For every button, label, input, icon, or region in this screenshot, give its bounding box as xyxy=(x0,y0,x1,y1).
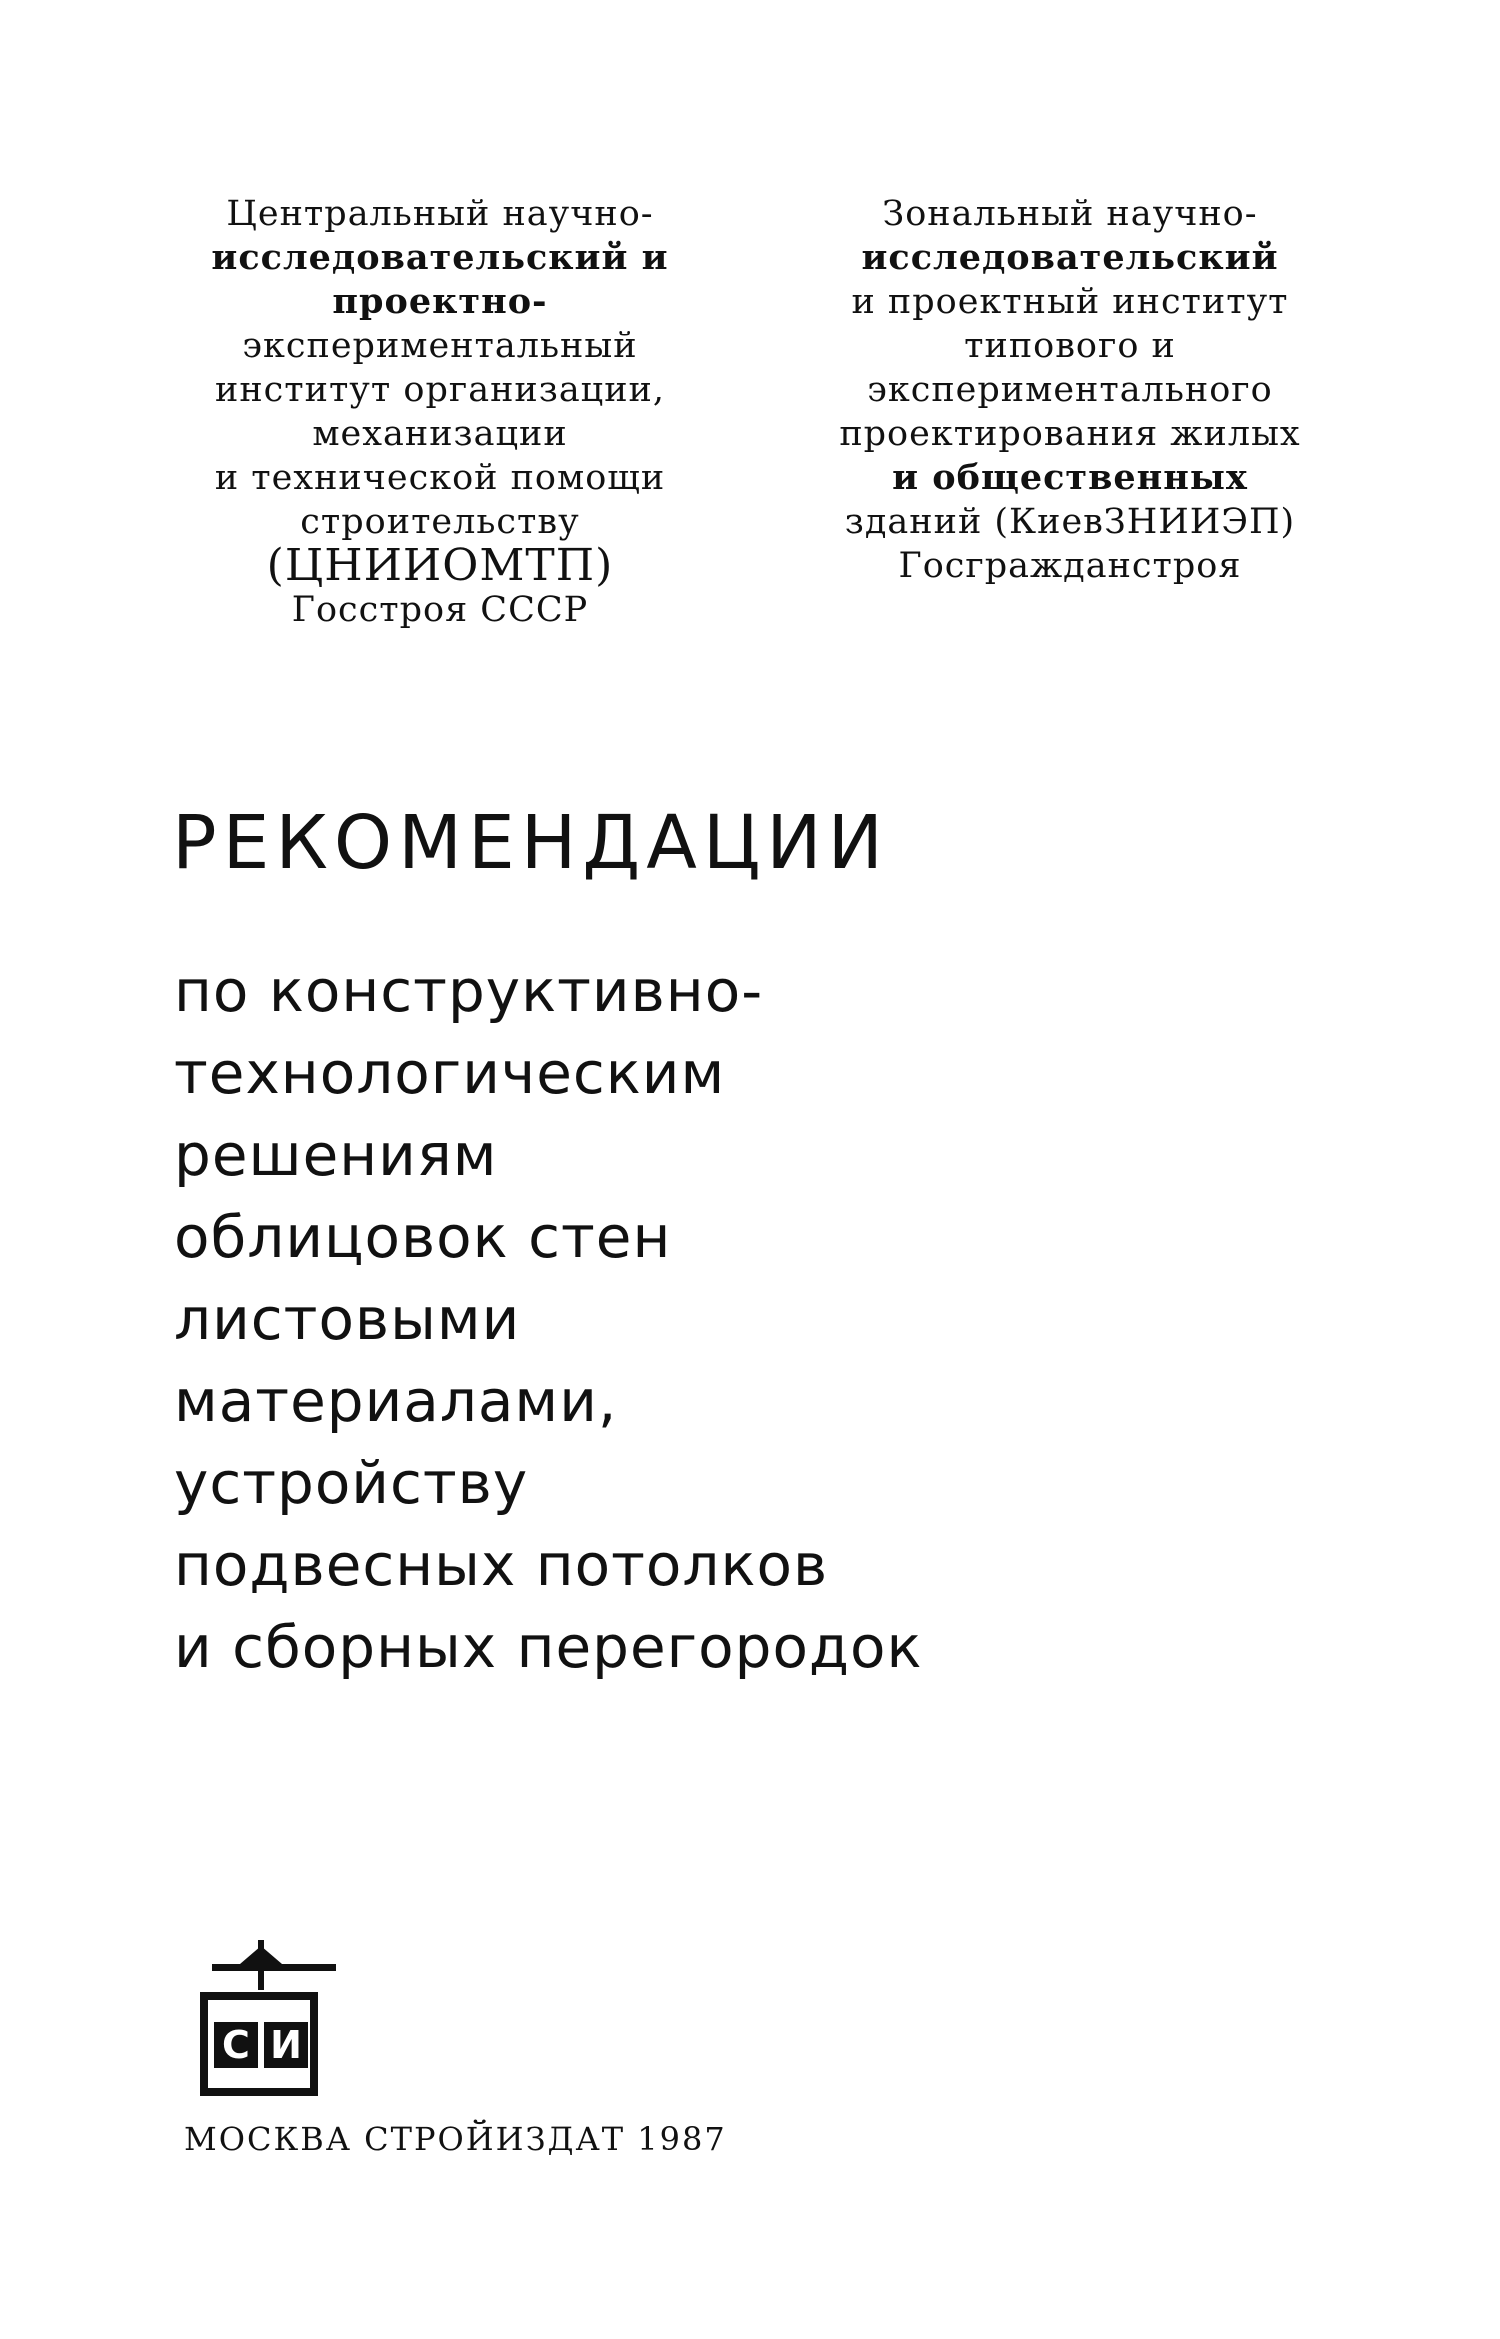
right-institute-block xyxy=(790,192,1350,588)
publisher-imprint: МОСКВА СТРОЙИЗДАТ 1987 xyxy=(184,2120,727,2158)
left-institute-line: строительству xyxy=(300,502,580,542)
right-institute-line: зданий (КиевЗНИИЭП) xyxy=(844,502,1296,542)
left-institute-line: механизации xyxy=(312,414,568,454)
left-institute-abbreviation: (ЦНИИОМТП) xyxy=(266,540,614,591)
subtitle-line: решениям xyxy=(174,1121,498,1189)
left-institute-line: и технической помощи xyxy=(214,458,666,498)
left-institute-line: проектно- xyxy=(332,281,548,322)
subtitle-line: материалами, xyxy=(174,1367,618,1435)
right-institute-line: исследовательский xyxy=(861,237,1279,278)
right-institute-line: и общественных xyxy=(892,457,1248,498)
document-subtitle xyxy=(174,950,923,1688)
document-title: РЕКОМЕНДАЦИИ xyxy=(172,800,890,886)
logo-letter: И xyxy=(264,2022,308,2068)
right-institute-line: экспериментального xyxy=(867,370,1273,410)
left-institute-line: институт организации, xyxy=(215,370,665,410)
left-institute-line: исследовательский и xyxy=(211,237,669,278)
right-institute-line: Госгражданстроя xyxy=(898,546,1242,586)
logo-letters xyxy=(214,2022,308,2068)
stroyizdat-logo-icon xyxy=(190,1940,340,2110)
logo-letter: С xyxy=(214,2022,258,2068)
right-institute-line: типового и xyxy=(964,326,1176,366)
right-institute-line: и проектный институт xyxy=(851,282,1289,322)
crane-arm-shape xyxy=(212,1964,336,1971)
left-institute-line: Госстроя СССР xyxy=(291,590,589,630)
subtitle-line: листовыми xyxy=(174,1285,521,1353)
left-institute-line: экспериментальный xyxy=(242,326,638,366)
subtitle-line: и сборных перегородок xyxy=(174,1613,923,1681)
subtitle-line: устройству xyxy=(174,1449,529,1517)
subtitle-line: по конструктивно- xyxy=(174,957,764,1025)
left-institute-block xyxy=(160,192,720,632)
right-institute-line: проектирования жилых xyxy=(839,414,1301,454)
subtitle-line: облицовок стен xyxy=(174,1203,672,1271)
right-institute-line: Зональный научно- xyxy=(882,194,1258,234)
left-institute-line: Центральный научно- xyxy=(226,194,654,234)
subtitle-line: технологическим xyxy=(174,1039,726,1107)
subtitle-line: подвесных потолков xyxy=(174,1531,829,1599)
